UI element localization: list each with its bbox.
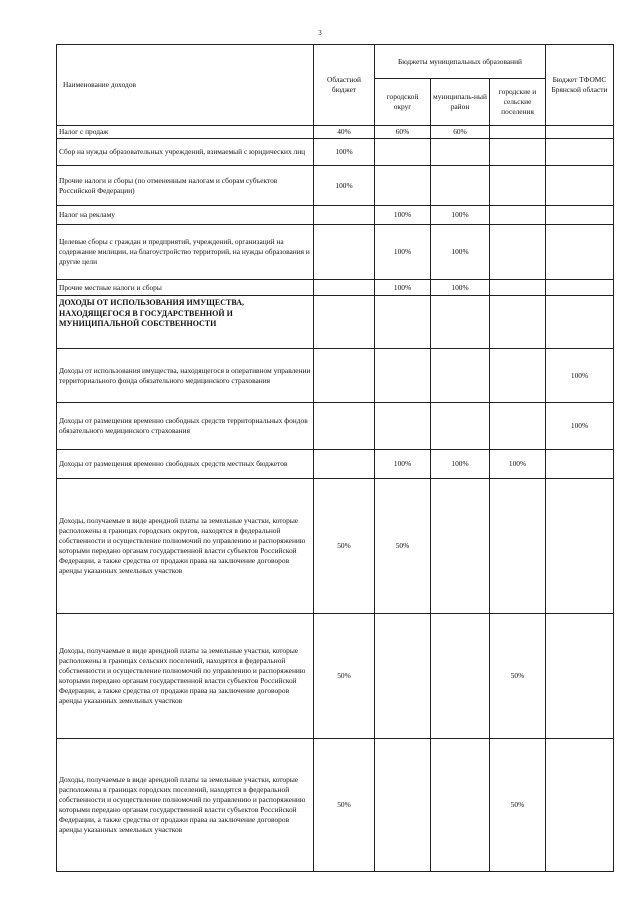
municipal-district-value [431, 479, 490, 614]
municipal-district-value [431, 349, 490, 403]
tfoms-value [546, 479, 614, 614]
table-row [57, 739, 614, 872]
regional-value: 50% [314, 479, 375, 614]
tfoms-value [546, 739, 614, 872]
regional-value: 100% [314, 139, 375, 166]
regional-value: 50% [314, 614, 375, 739]
tfoms-value: 100% [546, 349, 614, 403]
table-row [57, 126, 614, 139]
tfoms-value [546, 450, 614, 479]
tfoms-value [546, 126, 614, 139]
urban-district-value: 100% [375, 450, 431, 479]
municipal-district-value [431, 403, 490, 450]
urban-district-value [375, 614, 431, 739]
page-number: 3 [318, 29, 322, 37]
settlements-value [490, 280, 546, 296]
municipal-district-value [431, 296, 490, 349]
regional-value: 40% [314, 126, 375, 139]
tfoms-value [546, 296, 614, 349]
row-name: Сбор на нужды образовательных учреждений, взимаемый с юридических лиц [57, 139, 314, 166]
row-name: Доходы, получаемые в виде арендной платы за земельные участки, которые расположены в границах сельских поселений, находятся в федеральной собственности и осуществление полномочий по управлению и распоряжению которыми передано органам государственной власти субъектов Российской Федерации, а также средства от продажи права на заключение договоров аренды указанных земельных участков [57, 614, 314, 739]
urban-district-value: 60% [375, 126, 431, 139]
municipal-district-value: 100% [431, 206, 490, 225]
revenue-distribution-table [56, 44, 614, 872]
table-row [57, 614, 614, 739]
urban-district-value: 50% [375, 479, 431, 614]
settlements-value [490, 166, 546, 206]
header-income-name: Наименование доходов [57, 45, 314, 126]
row-name: Прочие налоги и сборы (по отмененным налогам и сборам субъектов Российской Федерации) [57, 166, 314, 206]
regional-value [314, 280, 375, 296]
header-tfoms-budget: Бюджет ТФОМС Брянской области [546, 45, 614, 126]
regional-value: 100% [314, 166, 375, 206]
regional-value [314, 349, 375, 403]
settlements-value [490, 403, 546, 450]
regional-value: 50% [314, 739, 375, 872]
tfoms-value [546, 166, 614, 206]
row-name: Доходы, получаемые в виде арендной платы за земельные участки, которые расположены в границах городских поселений, находятся в федеральной собственности и осуществление полномочий по управлению и распоряжению которыми передано органам государственной власти субъектов Российской Федерации, а также средства от продажи права на заключение договоров аренды указанных земельных участков [57, 739, 314, 872]
municipal-district-value: 100% [431, 450, 490, 479]
urban-district-value [375, 166, 431, 206]
row-name: Налог на рекламу [57, 206, 314, 225]
municipal-district-value: 60% [431, 126, 490, 139]
tfoms-value: 100% [546, 403, 614, 450]
regional-value [314, 450, 375, 479]
row-name: Целевые сборы с граждан и предприятий, учреждений, организаций на содержание милиции, на благоустройство территорий, на нужды образования и другие цели [57, 225, 314, 280]
tfoms-value [546, 139, 614, 166]
header-municipal-budgets: Бюджеты муниципальных образований [375, 45, 546, 79]
urban-district-value [375, 403, 431, 450]
row-name: Доходы, получаемые в виде арендной платы за земельные участки, которые расположены в границах городских округов, находятся в федеральной собственности и осуществление полномочий по управлению и распоряжению которыми передано органам государственной власти субъектов Российской Федерации, а также средства от продажи права на заключение договоров аренды указанных земельных участков [57, 479, 314, 614]
table-row [57, 206, 614, 225]
tfoms-value [546, 280, 614, 296]
regional-value [314, 206, 375, 225]
urban-district-value: 100% [375, 206, 431, 225]
urban-district-value [375, 139, 431, 166]
settlements-value [490, 349, 546, 403]
header-municipal-district: муниципаль-ный район [431, 79, 490, 126]
header-urban-district: городской округ [375, 79, 431, 126]
table-row [57, 166, 614, 206]
urban-district-value [375, 296, 431, 349]
municipal-district-value: 100% [431, 225, 490, 280]
table-row [57, 403, 614, 450]
regional-value [314, 225, 375, 280]
header-regional-budget: Областной бюджет [314, 45, 375, 126]
municipal-district-value [431, 166, 490, 206]
urban-district-value: 100% [375, 280, 431, 296]
row-name: Доходы от размещения временно свободных средств местных бюджетов [57, 450, 314, 479]
settlements-value [490, 139, 546, 166]
tfoms-value [546, 614, 614, 739]
regional-value [314, 296, 375, 349]
table-row [57, 225, 614, 280]
row-name: Доходы от размещения временно свободных средств территориальных фондов обязательного медицинского страхования [57, 403, 314, 450]
municipal-district-value: 100% [431, 280, 490, 296]
municipal-district-value [431, 614, 490, 739]
row-name: Прочие местные налоги и сборы [57, 280, 314, 296]
urban-district-value: 100% [375, 225, 431, 280]
settlements-value: 50% [490, 614, 546, 739]
tfoms-value [546, 206, 614, 225]
header-settlements: городские и сельские поселения [490, 79, 546, 126]
urban-district-value [375, 349, 431, 403]
regional-value [314, 403, 375, 450]
row-name: ДОХОДЫ ОТ ИСПОЛЬЗОВАНИЯ ИМУЩЕСТВА, НАХОДЯЩЕГОСЯ В ГОСУДАРСТВЕННОЙ И МУНИЦИПАЛЬНОЙ СОБСТВЕННОСТИ [57, 296, 314, 349]
urban-district-value [375, 739, 431, 872]
settlements-value [490, 479, 546, 614]
table-row [57, 139, 614, 166]
table-row [57, 280, 614, 296]
settlements-value [490, 225, 546, 280]
settlements-value [490, 296, 546, 349]
municipal-district-value [431, 739, 490, 872]
table-row [57, 479, 614, 614]
row-name: Налог с продаж [57, 126, 314, 139]
table-row [57, 450, 614, 479]
settlements-value: 50% [490, 739, 546, 872]
tfoms-value [546, 225, 614, 280]
settlements-value [490, 126, 546, 139]
table-row [57, 296, 614, 349]
settlements-value: 100% [490, 450, 546, 479]
municipal-district-value [431, 139, 490, 166]
table-row [57, 349, 614, 403]
row-name: Доходы от использования имущества, находящегося в оперативном управлении территориального фонда обязательного медицинского страхования [57, 349, 314, 403]
settlements-value [490, 206, 546, 225]
